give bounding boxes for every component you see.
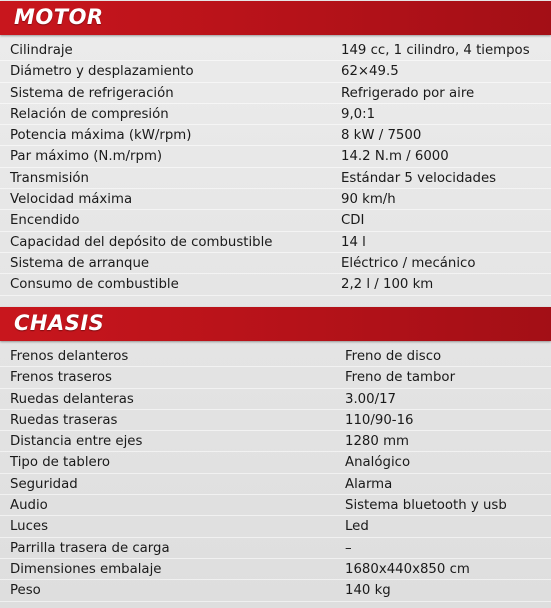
spec-value: 8 kW / 7500 (341, 128, 422, 144)
spec-value: 149 cc, 1 cilindro, 4 tiempos (341, 43, 530, 58)
table-row (0, 452, 551, 473)
spec-value: 62×49.5 (341, 64, 399, 80)
spec-value: Led (345, 519, 369, 535)
table-row (0, 104, 551, 125)
table-row (0, 274, 551, 295)
table-row (0, 367, 551, 388)
spec-label: Distancia entre ejes (10, 434, 143, 450)
spec-value: – (345, 540, 352, 556)
spec-label: Potencia máxima (kW/rpm) (10, 128, 192, 144)
spec-value: 1680x440x850 cm (345, 561, 470, 577)
spec-label: Transmisión (10, 170, 89, 186)
spec-value: 3.00/17 (345, 391, 397, 407)
spec-label: Capacidad del depósito de combustible (10, 234, 273, 250)
table-row (0, 580, 551, 601)
table-row (0, 125, 551, 146)
spec-label: Ruedas delanteras (10, 391, 134, 407)
motor-section-header (0, 1, 551, 35)
table-row (0, 40, 551, 61)
table-row (0, 389, 551, 410)
motor-spec-table (0, 40, 551, 296)
spec-label: Peso (10, 583, 41, 599)
spec-label: Seguridad (10, 476, 78, 492)
table-row (0, 538, 551, 559)
table-row (0, 189, 551, 210)
table-row (0, 516, 551, 537)
spec-label: Diámetro y desplazamiento (10, 64, 194, 80)
motor-section-title: MOTOR (14, 5, 104, 29)
spec-value: 14 l (341, 234, 366, 250)
spec-label: Relación de compresión (10, 106, 169, 122)
table-row (0, 559, 551, 580)
chasis-spec-table (0, 346, 551, 602)
table-row (0, 83, 551, 104)
spec-value: CDI (341, 213, 365, 229)
table-row (0, 474, 551, 495)
spec-label: Tipo de tablero (10, 455, 111, 471)
spec-value: Freno de tambor (345, 370, 456, 386)
table-row (0, 410, 551, 431)
table-row (0, 61, 551, 82)
spec-label: Luces (10, 519, 49, 535)
table-row (0, 232, 551, 253)
spec-value: 90 km/h (341, 192, 396, 208)
spec-value: Freno de disco (345, 349, 442, 364)
spec-value: Refrigerado por aire (341, 85, 475, 101)
spec-label: Frenos traseros (10, 370, 112, 386)
spec-label: Encendido (10, 213, 80, 229)
spec-value: Sistema bluetooth y usb (345, 498, 507, 514)
table-row (0, 210, 551, 231)
chasis-section-title: CHASIS (14, 311, 105, 335)
spec-value: Estándar 5 velocidades (341, 170, 497, 186)
spec-value: 110/90-16 (345, 412, 414, 428)
spec-label: Parrilla trasera de carga (10, 540, 170, 556)
spec-value: Eléctrico / mecánico (341, 255, 476, 271)
chasis-section-header (0, 307, 551, 341)
spec-label: Sistema de arranque (10, 255, 150, 271)
table-row (0, 495, 551, 516)
spec-value: 9,0:1 (341, 106, 376, 122)
spec-value: Analógico (345, 455, 411, 471)
spec-value: 2,2 l / 100 km (341, 277, 434, 293)
spec-value: 14.2 N.m / 6000 (341, 149, 449, 165)
spec-label: Par máximo (N.m/rpm) (10, 149, 163, 165)
table-row (0, 346, 551, 367)
table-row (0, 431, 551, 452)
spec-label: Audio (10, 498, 48, 514)
spec-label: Consumo de combustible (10, 277, 179, 293)
spec-value: 1280 mm (345, 434, 409, 450)
spec-label: Frenos delanteros (10, 349, 129, 364)
spec-label: Sistema de refrigeración (10, 85, 174, 101)
spec-value: Alarma (345, 476, 393, 492)
table-row (0, 168, 551, 189)
spec-label: Dimensiones embalaje (10, 561, 162, 577)
table-row (0, 253, 551, 274)
spec-label: Velocidad máxima (10, 192, 133, 208)
spec-label: Cilindraje (10, 43, 73, 58)
table-row (0, 146, 551, 167)
spec-value: 140 kg (345, 583, 391, 599)
spec-label: Ruedas traseras (10, 412, 118, 428)
